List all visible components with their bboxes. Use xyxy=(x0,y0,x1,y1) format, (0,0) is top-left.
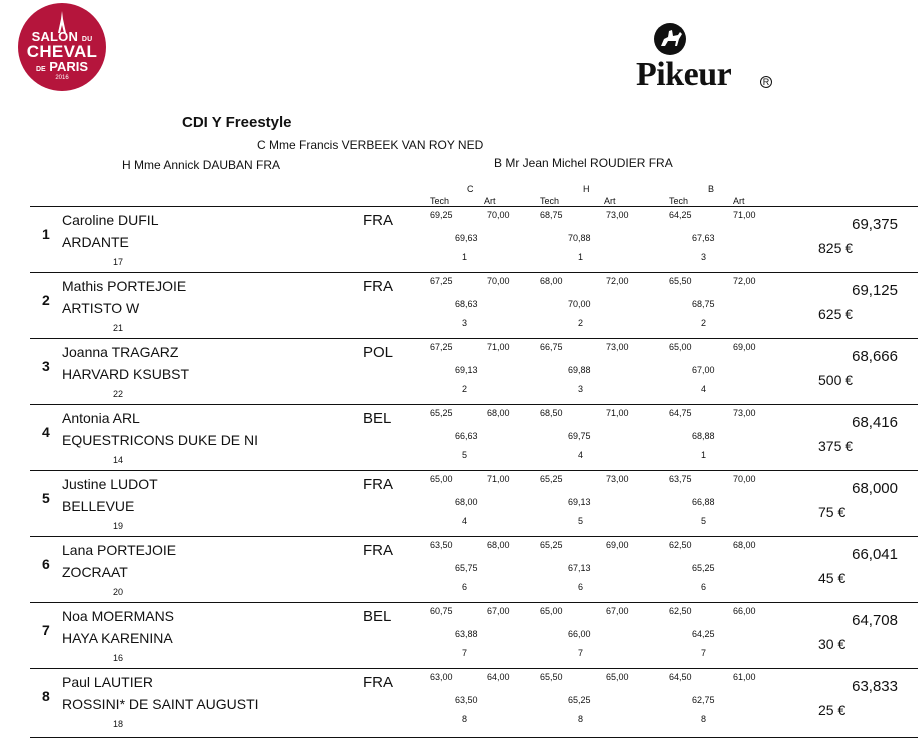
tech-score: 66,75 xyxy=(540,342,563,352)
art-score: 67,00 xyxy=(606,606,629,616)
horse-name: BELLEVUE xyxy=(62,498,135,514)
judge-placing: 1 xyxy=(701,450,707,460)
judge-placing: 7 xyxy=(578,648,584,658)
rider-name: Mathis PORTEJOIE xyxy=(62,278,187,294)
start-number: 16 xyxy=(113,653,124,663)
judge-c: C Mme Francis VERBEEK VAN ROY NED xyxy=(257,138,484,152)
judge-placing: 2 xyxy=(462,384,468,394)
judge-average: 67,63 xyxy=(692,233,715,243)
judge-average: 70,00 xyxy=(568,299,591,309)
tech-score: 62,50 xyxy=(669,540,692,550)
prize-money: 75 € xyxy=(818,504,846,520)
judge-average: 62,75 xyxy=(692,695,715,705)
tech-score: 68,75 xyxy=(540,210,563,220)
tech-score: 68,50 xyxy=(540,408,563,418)
prize-money: 30 € xyxy=(818,636,846,652)
art-score: 73,00 xyxy=(733,408,756,418)
art-score: 71,00 xyxy=(733,210,756,220)
rank: 2 xyxy=(42,292,50,308)
result-row xyxy=(0,602,923,668)
col-art-h: Art xyxy=(604,196,616,206)
horse-name: HARVARD KSUBST xyxy=(62,366,190,382)
art-score: 66,00 xyxy=(733,606,756,616)
total-score: 68,666 xyxy=(852,348,898,365)
judge-average: 65,25 xyxy=(568,695,591,705)
judge-placing: 2 xyxy=(578,318,584,328)
rider-name: Noa MOERMANS xyxy=(62,608,175,624)
result-row xyxy=(0,272,923,338)
row-rule xyxy=(30,404,918,405)
col-art-b: Art xyxy=(733,196,745,206)
pikeur-logo xyxy=(636,22,776,92)
judge-average: 63,88 xyxy=(455,629,478,639)
start-number: 21 xyxy=(113,323,124,333)
tech-score: 65,00 xyxy=(540,606,563,616)
tech-score: 63,50 xyxy=(430,540,453,550)
tech-score: 64,25 xyxy=(669,210,692,220)
judge-placing: 8 xyxy=(701,714,707,724)
art-score: 68,00 xyxy=(487,540,510,550)
judge-placing: 4 xyxy=(701,384,707,394)
result-row xyxy=(0,404,923,470)
col-tech-b: Tech xyxy=(669,196,689,206)
rider-name: Paul LAUTIER xyxy=(62,674,154,690)
nation: FRA xyxy=(363,542,393,559)
col-art-c: Art xyxy=(484,196,496,206)
art-score: 65,00 xyxy=(606,672,629,682)
salon-du-cheval-logo xyxy=(18,3,106,91)
tech-score: 63,75 xyxy=(669,474,692,484)
judge-average: 68,00 xyxy=(455,497,478,507)
total-score: 64,708 xyxy=(852,612,898,629)
salon-logo-year: 2016 xyxy=(55,75,69,81)
judge-placing: 3 xyxy=(578,384,584,394)
tech-score: 65,25 xyxy=(540,540,563,550)
art-score: 69,00 xyxy=(606,540,629,550)
judge-average: 69,63 xyxy=(455,233,478,243)
salon-logo-line1: SALON DU xyxy=(31,29,93,44)
art-score: 64,00 xyxy=(487,672,510,682)
nation: FRA xyxy=(363,278,393,295)
result-row xyxy=(0,206,923,272)
art-score: 68,00 xyxy=(487,408,510,418)
judge-average: 69,88 xyxy=(568,365,591,375)
judge-average: 69,13 xyxy=(455,365,478,375)
rider-name: Lana PORTEJOIE xyxy=(62,542,177,558)
art-score: 70,00 xyxy=(733,474,756,484)
total-score: 69,125 xyxy=(852,282,898,299)
tech-score: 68,00 xyxy=(540,276,563,286)
total-score: 63,833 xyxy=(852,678,898,695)
horse-rider-icon xyxy=(652,22,688,56)
art-score: 68,00 xyxy=(733,540,756,550)
col-tech-h: Tech xyxy=(540,196,560,206)
competition-title: CDI Y Freestyle xyxy=(182,114,292,131)
row-rule xyxy=(30,338,918,339)
tech-score: 63,00 xyxy=(430,672,453,682)
tech-score: 65,00 xyxy=(669,342,692,352)
judge-average: 65,75 xyxy=(455,563,478,573)
judge-placing: 5 xyxy=(462,450,468,460)
judge-placing: 8 xyxy=(578,714,584,724)
nation: FRA xyxy=(363,212,393,229)
row-rule xyxy=(30,470,918,471)
start-number: 18 xyxy=(113,719,124,729)
result-row xyxy=(0,536,923,602)
judge-placing: 6 xyxy=(578,582,584,592)
tech-score: 65,25 xyxy=(430,408,453,418)
judge-placing: 8 xyxy=(462,714,468,724)
judge-placing: 5 xyxy=(701,516,707,526)
start-number: 14 xyxy=(113,455,124,465)
art-score: 67,00 xyxy=(487,606,510,616)
judge-average: 66,63 xyxy=(455,431,478,441)
prize-money: 500 € xyxy=(818,372,854,388)
judge-placing: 7 xyxy=(462,648,468,658)
tech-score: 64,50 xyxy=(669,672,692,682)
nation: FRA xyxy=(363,674,393,691)
table-bottom-rule xyxy=(30,737,918,738)
judge-placing: 3 xyxy=(701,252,707,262)
rank: 6 xyxy=(42,556,50,572)
prize-money: 45 € xyxy=(818,570,846,586)
horse-name: ZOCRAAT xyxy=(62,564,128,580)
art-score: 71,00 xyxy=(606,408,629,418)
start-number: 22 xyxy=(113,389,124,399)
tech-score: 65,50 xyxy=(669,276,692,286)
judge-placing: 4 xyxy=(462,516,468,526)
judge-placing: 3 xyxy=(462,318,468,328)
judge-h: H Mme Annick DAUBAN FRA xyxy=(122,158,281,172)
horse-name: ARDANTE xyxy=(62,234,129,250)
art-score: 73,00 xyxy=(606,342,629,352)
art-score: 72,00 xyxy=(733,276,756,286)
result-row xyxy=(0,338,923,404)
tech-score: 67,25 xyxy=(430,342,453,352)
tech-score: 65,00 xyxy=(430,474,453,484)
salon-logo-line2: CHEVAL xyxy=(26,42,98,61)
horse-name: ROSSINI* DE SAINT AUGUSTI xyxy=(62,696,259,712)
rank: 5 xyxy=(42,490,50,506)
judge-placing: 7 xyxy=(701,648,707,658)
start-number: 19 xyxy=(113,521,124,531)
judge-average: 68,75 xyxy=(692,299,715,309)
judge-b: B Mr Jean Michel ROUDIER FRA xyxy=(494,156,673,170)
tech-score: 62,50 xyxy=(669,606,692,616)
rank: 3 xyxy=(42,358,50,374)
nation: BEL xyxy=(363,608,392,625)
total-score: 69,375 xyxy=(852,216,898,233)
rider-name: Justine LUDOT xyxy=(62,476,158,492)
judge-average: 67,13 xyxy=(568,563,591,573)
rank: 7 xyxy=(42,622,50,638)
judge-average: 63,50 xyxy=(455,695,478,705)
judge-average: 68,88 xyxy=(692,431,715,441)
salon-logo-line3: DE PARIS xyxy=(35,59,89,74)
judge-placing: 1 xyxy=(462,252,468,262)
horse-name: EQUESTRICONS DUKE DE NI xyxy=(62,432,259,448)
judge-average: 65,25 xyxy=(692,563,715,573)
art-score: 73,00 xyxy=(606,474,629,484)
judge-average: 68,63 xyxy=(455,299,478,309)
horse-name: ARTISTO W xyxy=(62,300,140,316)
rank: 1 xyxy=(42,226,50,242)
judge-placing: 5 xyxy=(578,516,584,526)
prize-money: 625 € xyxy=(818,306,854,322)
nation: FRA xyxy=(363,476,393,493)
tech-score: 65,25 xyxy=(540,474,563,484)
judge-placing: 2 xyxy=(701,318,707,328)
judge-placing: 4 xyxy=(578,450,584,460)
rider-name: Caroline DUFIL xyxy=(62,212,159,228)
art-score: 70,00 xyxy=(487,276,510,286)
total-score: 68,000 xyxy=(852,480,898,497)
art-score: 61,00 xyxy=(733,672,756,682)
pikeur-wordmark: Pikeur xyxy=(636,56,732,93)
judge-average: 66,88 xyxy=(692,497,715,507)
rider-name: Antonia ARL xyxy=(62,410,140,426)
row-rule xyxy=(30,536,918,537)
col-judge-h: H xyxy=(583,184,590,194)
total-score: 66,041 xyxy=(852,546,898,563)
nation: BEL xyxy=(363,410,392,427)
result-row xyxy=(0,668,923,734)
tech-score: 67,25 xyxy=(430,276,453,286)
col-judge-b: B xyxy=(708,184,715,194)
prize-money: 25 € xyxy=(818,702,846,718)
start-number: 17 xyxy=(113,257,124,267)
nation: POL xyxy=(363,344,394,361)
art-score: 70,00 xyxy=(487,210,510,220)
judge-placing: 6 xyxy=(701,582,707,592)
rank: 4 xyxy=(42,424,50,440)
horse-name: HAYA KARENINA xyxy=(62,630,173,646)
total-score: 68,416 xyxy=(852,414,898,431)
judge-average: 69,13 xyxy=(568,497,591,507)
judge-placing: 6 xyxy=(462,582,468,592)
tech-score: 69,25 xyxy=(430,210,453,220)
art-score: 73,00 xyxy=(606,210,629,220)
art-score: 71,00 xyxy=(487,342,510,352)
judge-average: 64,25 xyxy=(692,629,715,639)
art-score: 69,00 xyxy=(733,342,756,352)
row-rule xyxy=(30,668,918,669)
art-score: 72,00 xyxy=(606,276,629,286)
start-number: 20 xyxy=(113,587,124,597)
row-rule xyxy=(30,602,918,603)
row-rule xyxy=(30,272,918,273)
tech-score: 65,50 xyxy=(540,672,563,682)
col-tech-c: Tech xyxy=(430,196,450,206)
result-row xyxy=(0,470,923,536)
judge-average: 69,75 xyxy=(568,431,591,441)
judge-placing: 1 xyxy=(578,252,584,262)
tech-score: 64,75 xyxy=(669,408,692,418)
registered-mark: R xyxy=(760,76,772,88)
prize-money: 375 € xyxy=(818,438,854,454)
prize-money: 825 € xyxy=(818,240,854,256)
rank: 8 xyxy=(42,688,50,704)
row-rule xyxy=(30,206,918,207)
judge-average: 66,00 xyxy=(568,629,591,639)
tech-score: 60,75 xyxy=(430,606,453,616)
col-judge-c: C xyxy=(467,184,474,194)
art-score: 71,00 xyxy=(487,474,510,484)
rider-name: Joanna TRAGARZ xyxy=(62,344,179,360)
judge-average: 70,88 xyxy=(568,233,591,243)
judge-average: 67,00 xyxy=(692,365,715,375)
